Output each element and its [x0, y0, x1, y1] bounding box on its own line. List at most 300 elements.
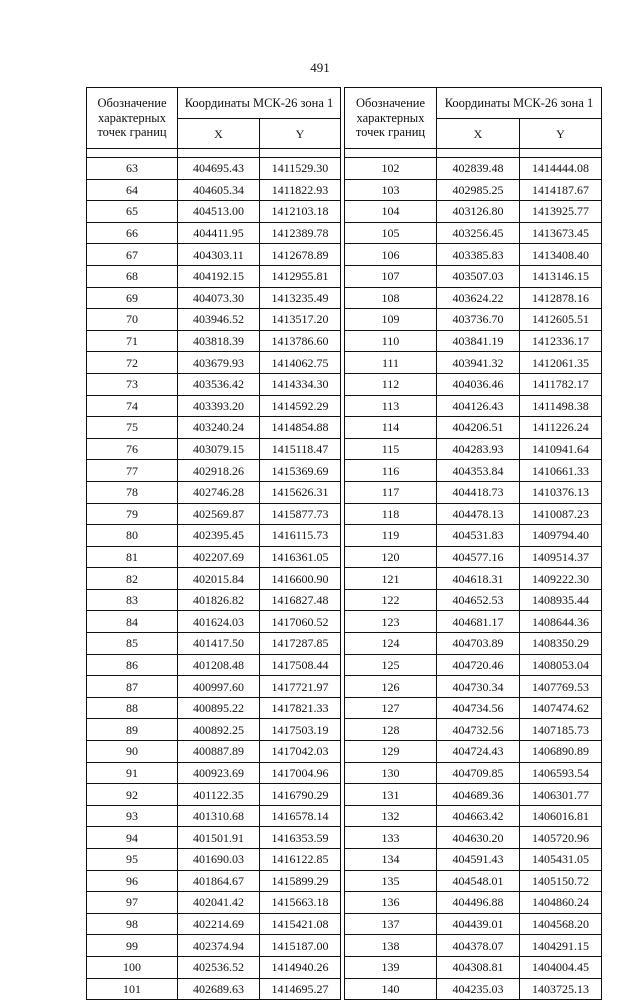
point-number-cell: 102 — [345, 158, 437, 180]
y-coordinate-cell: 1415118.47 — [260, 438, 341, 460]
point-number-cell: 129 — [345, 741, 437, 763]
point-number-cell: 105 — [345, 222, 437, 244]
x-coordinate-cell: 404235.03 — [437, 978, 520, 1000]
y-coordinate-cell: 1415187.00 — [260, 935, 341, 957]
x-coordinate-cell: 402918.26 — [178, 460, 260, 482]
y-coordinate-cell: 1404568.20 — [520, 913, 602, 935]
x-coordinate-cell: 401864.67 — [178, 870, 260, 892]
x-coordinate-cell: 403385.83 — [437, 244, 520, 266]
coordinates-table-left — [86, 87, 341, 1000]
table-row — [87, 784, 341, 806]
point-number-cell: 90 — [87, 741, 178, 763]
table-row — [345, 460, 602, 482]
x-column-header: X — [178, 119, 260, 149]
table-row — [87, 352, 341, 374]
x-coordinate-cell: 402839.48 — [437, 158, 520, 180]
x-coordinate-cell: 404206.51 — [437, 417, 520, 439]
x-coordinate-cell: 401310.68 — [178, 805, 260, 827]
table-row — [345, 935, 602, 957]
point-number-cell: 66 — [87, 222, 178, 244]
x-coordinate-cell: 403679.93 — [178, 352, 260, 374]
y-coordinate-cell: 1414334.30 — [260, 373, 341, 395]
table-row — [345, 287, 602, 309]
y-coordinate-cell: 1414187.67 — [520, 179, 602, 201]
point-number-cell: 91 — [87, 762, 178, 784]
table-row — [87, 179, 341, 201]
table-row — [87, 589, 341, 611]
y-coordinate-cell: 1416115.73 — [260, 525, 341, 547]
table-row — [345, 654, 602, 676]
y-coordinate-cell: 1413517.20 — [260, 309, 341, 331]
point-number-cell: 120 — [345, 546, 437, 568]
point-number-cell: 108 — [345, 287, 437, 309]
table-row — [345, 373, 602, 395]
table-row — [87, 935, 341, 957]
y-coordinate-cell: 1417821.33 — [260, 697, 341, 719]
x-coordinate-cell: 404411.95 — [178, 222, 260, 244]
y-coordinate-cell: 1414062.75 — [260, 352, 341, 374]
table-row — [87, 633, 341, 655]
table-row — [345, 892, 602, 914]
y-coordinate-cell: 1412955.81 — [260, 265, 341, 287]
point-number-cell: 97 — [87, 892, 178, 914]
table-row — [87, 244, 341, 266]
point-number-cell: 95 — [87, 849, 178, 871]
y-coordinate-cell: 1413408.40 — [520, 244, 602, 266]
y-coordinate-cell: 1416578.14 — [260, 805, 341, 827]
x-coordinate-cell: 403256.45 — [437, 222, 520, 244]
x-coordinate-cell: 404126.43 — [437, 395, 520, 417]
y-coordinate-cell: 1412605.51 — [520, 309, 602, 331]
point-number-cell: 92 — [87, 784, 178, 806]
table-row — [87, 870, 341, 892]
table-row — [87, 460, 341, 482]
point-number-cell: 111 — [345, 352, 437, 374]
x-coordinate-cell: 400923.69 — [178, 762, 260, 784]
y-coordinate-cell: 1413925.77 — [520, 201, 602, 223]
table-row — [345, 719, 602, 741]
x-coordinate-cell: 404496.88 — [437, 892, 520, 914]
x-coordinate-cell: 404073.30 — [178, 287, 260, 309]
point-label-header: Обозначение характерных точек границ — [87, 88, 178, 149]
table-row — [87, 892, 341, 914]
point-number-cell: 67 — [87, 244, 178, 266]
x-coordinate-cell: 403624.22 — [437, 287, 520, 309]
y-column-header: Y — [520, 119, 602, 149]
y-coordinate-cell: 1407474.62 — [520, 697, 602, 719]
point-number-cell: 65 — [87, 201, 178, 223]
point-number-cell: 68 — [87, 265, 178, 287]
point-number-cell: 64 — [87, 179, 178, 201]
x-coordinate-cell: 402985.25 — [437, 179, 520, 201]
point-number-cell: 118 — [345, 503, 437, 525]
point-number-cell: 89 — [87, 719, 178, 741]
y-coordinate-cell: 1416122.85 — [260, 849, 341, 871]
point-number-cell: 124 — [345, 633, 437, 655]
point-number-cell: 72 — [87, 352, 178, 374]
y-coordinate-cell: 1415369.69 — [260, 460, 341, 482]
x-coordinate-cell: 402374.94 — [178, 935, 260, 957]
y-coordinate-cell: 1415421.08 — [260, 913, 341, 935]
y-coordinate-cell: 1406890.89 — [520, 741, 602, 763]
point-number-cell: 127 — [345, 697, 437, 719]
y-coordinate-cell: 1412061.35 — [520, 352, 602, 374]
table-row — [87, 373, 341, 395]
point-number-cell: 78 — [87, 481, 178, 503]
x-coordinate-cell: 400892.25 — [178, 719, 260, 741]
y-coordinate-cell: 1406593.54 — [520, 762, 602, 784]
y-coordinate-cell: 1417060.52 — [260, 611, 341, 633]
y-coordinate-cell: 1415877.73 — [260, 503, 341, 525]
x-coordinate-cell: 403946.52 — [178, 309, 260, 331]
x-coordinate-cell: 404652.53 — [437, 589, 520, 611]
point-number-cell: 113 — [345, 395, 437, 417]
table-row — [87, 158, 341, 180]
y-coordinate-cell: 1415626.31 — [260, 481, 341, 503]
point-number-cell: 136 — [345, 892, 437, 914]
y-coordinate-cell: 1415899.29 — [260, 870, 341, 892]
y-coordinate-cell: 1404291.15 — [520, 935, 602, 957]
y-coordinate-cell: 1414854.88 — [260, 417, 341, 439]
x-coordinate-cell: 403818.39 — [178, 330, 260, 352]
x-coordinate-cell: 403736.70 — [437, 309, 520, 331]
point-number-cell: 87 — [87, 676, 178, 698]
table-row — [345, 568, 602, 590]
x-coordinate-cell: 402015.84 — [178, 568, 260, 590]
x-coordinate-cell: 404378.07 — [437, 935, 520, 957]
y-coordinate-cell: 1410941.64 — [520, 438, 602, 460]
point-number-cell: 134 — [345, 849, 437, 871]
point-number-cell: 119 — [345, 525, 437, 547]
point-number-cell: 126 — [345, 676, 437, 698]
point-number-cell: 69 — [87, 287, 178, 309]
x-coordinate-cell: 402041.42 — [178, 892, 260, 914]
table-row — [87, 546, 341, 568]
x-coordinate-cell: 403126.80 — [437, 201, 520, 223]
x-coordinate-cell: 401624.03 — [178, 611, 260, 633]
table-row — [87, 417, 341, 439]
point-number-cell: 103 — [345, 179, 437, 201]
point-number-cell: 116 — [345, 460, 437, 482]
y-coordinate-cell: 1417508.44 — [260, 654, 341, 676]
x-coordinate-cell: 401501.91 — [178, 827, 260, 849]
point-number-cell: 84 — [87, 611, 178, 633]
point-number-cell: 107 — [345, 265, 437, 287]
y-coordinate-cell: 1410661.33 — [520, 460, 602, 482]
table-row — [345, 697, 602, 719]
table-row — [87, 654, 341, 676]
table-row — [87, 827, 341, 849]
table-row — [345, 158, 602, 180]
table-row — [87, 265, 341, 287]
point-number-cell: 135 — [345, 870, 437, 892]
y-coordinate-cell: 1405431.05 — [520, 849, 602, 871]
table-row — [345, 589, 602, 611]
table-row — [87, 201, 341, 223]
x-coordinate-cell: 404308.81 — [437, 956, 520, 978]
table-row — [345, 244, 602, 266]
table-row — [345, 956, 602, 978]
table-row — [345, 805, 602, 827]
table-row — [345, 309, 602, 331]
x-coordinate-cell: 400895.22 — [178, 697, 260, 719]
table-row — [345, 827, 602, 849]
point-number-cell: 128 — [345, 719, 437, 741]
x-coordinate-cell: 404353.84 — [437, 460, 520, 482]
table-row — [87, 503, 341, 525]
x-coordinate-cell: 404709.85 — [437, 762, 520, 784]
y-coordinate-cell: 1417503.19 — [260, 719, 341, 741]
x-coordinate-cell: 404730.34 — [437, 676, 520, 698]
point-number-cell: 139 — [345, 956, 437, 978]
table-row — [87, 978, 341, 1000]
table-row — [345, 849, 602, 871]
x-coordinate-cell: 404591.43 — [437, 849, 520, 871]
y-coordinate-cell: 1411822.93 — [260, 179, 341, 201]
y-coordinate-cell: 1406301.77 — [520, 784, 602, 806]
x-coordinate-cell: 400997.60 — [178, 676, 260, 698]
y-coordinate-cell: 1415663.18 — [260, 892, 341, 914]
page-number: 491 — [310, 60, 330, 75]
table-row — [345, 330, 602, 352]
point-number-cell: 131 — [345, 784, 437, 806]
y-coordinate-cell: 1406016.81 — [520, 805, 602, 827]
table-row — [87, 719, 341, 741]
table-row — [87, 309, 341, 331]
table-row — [87, 741, 341, 763]
x-coordinate-cell: 401208.48 — [178, 654, 260, 676]
point-number-cell: 79 — [87, 503, 178, 525]
y-coordinate-cell: 1416827.48 — [260, 589, 341, 611]
x-coordinate-cell: 403841.19 — [437, 330, 520, 352]
y-coordinate-cell: 1417721.97 — [260, 676, 341, 698]
x-coordinate-cell: 404192.15 — [178, 265, 260, 287]
point-number-cell: 121 — [345, 568, 437, 590]
x-coordinate-cell: 404577.16 — [437, 546, 520, 568]
x-coordinate-cell: 401122.35 — [178, 784, 260, 806]
x-coordinate-cell: 404618.31 — [437, 568, 520, 590]
y-coordinate-cell: 1404860.24 — [520, 892, 602, 914]
table-row — [87, 330, 341, 352]
table-row — [345, 352, 602, 374]
table-row — [345, 762, 602, 784]
point-number-cell: 82 — [87, 568, 178, 590]
point-number-cell: 80 — [87, 525, 178, 547]
table-row — [345, 417, 602, 439]
y-coordinate-cell: 1405150.72 — [520, 870, 602, 892]
table-row — [87, 697, 341, 719]
point-number-cell: 104 — [345, 201, 437, 223]
point-number-cell: 115 — [345, 438, 437, 460]
point-number-cell: 137 — [345, 913, 437, 935]
table-row — [87, 438, 341, 460]
point-number-cell: 101 — [87, 978, 178, 1000]
x-coordinate-cell: 404548.01 — [437, 870, 520, 892]
y-coordinate-cell: 1417042.03 — [260, 741, 341, 763]
y-coordinate-cell: 1411498.38 — [520, 395, 602, 417]
y-coordinate-cell: 1416361.05 — [260, 546, 341, 568]
x-coordinate-cell: 404630.20 — [437, 827, 520, 849]
point-number-cell: 63 — [87, 158, 178, 180]
table-row — [87, 913, 341, 935]
point-number-cell: 122 — [345, 589, 437, 611]
x-coordinate-cell: 402536.52 — [178, 956, 260, 978]
x-coordinate-cell: 404732.56 — [437, 719, 520, 741]
y-coordinate-cell: 1411226.24 — [520, 417, 602, 439]
y-coordinate-cell: 1407769.53 — [520, 676, 602, 698]
point-number-cell: 83 — [87, 589, 178, 611]
point-number-cell: 140 — [345, 978, 437, 1000]
y-coordinate-cell: 1417004.96 — [260, 762, 341, 784]
y-coordinate-cell: 1416790.29 — [260, 784, 341, 806]
y-coordinate-cell: 1417287.85 — [260, 633, 341, 655]
table-row — [345, 978, 602, 1000]
point-number-cell: 109 — [345, 309, 437, 331]
table-row — [345, 503, 602, 525]
x-coordinate-cell: 404724.43 — [437, 741, 520, 763]
x-coordinate-cell: 403393.20 — [178, 395, 260, 417]
table-row — [87, 805, 341, 827]
y-coordinate-cell: 1412103.18 — [260, 201, 341, 223]
x-coordinate-cell: 402395.45 — [178, 525, 260, 547]
x-coordinate-cell: 404513.00 — [178, 201, 260, 223]
y-coordinate-cell: 1410376.13 — [520, 481, 602, 503]
y-coordinate-cell: 1412389.78 — [260, 222, 341, 244]
y-coordinate-cell: 1416353.59 — [260, 827, 341, 849]
point-number-cell: 114 — [345, 417, 437, 439]
x-coordinate-cell: 403507.03 — [437, 265, 520, 287]
point-number-cell: 77 — [87, 460, 178, 482]
x-coordinate-cell: 404663.42 — [437, 805, 520, 827]
x-coordinate-cell: 403941.32 — [437, 352, 520, 374]
x-coordinate-cell: 404283.93 — [437, 438, 520, 460]
point-number-cell: 93 — [87, 805, 178, 827]
y-coordinate-cell: 1408935.44 — [520, 589, 602, 611]
point-number-cell: 130 — [345, 762, 437, 784]
point-number-cell: 132 — [345, 805, 437, 827]
table-row — [345, 525, 602, 547]
y-coordinate-cell: 1411782.17 — [520, 373, 602, 395]
x-coordinate-cell: 402689.63 — [178, 978, 260, 1000]
table-row — [345, 611, 602, 633]
x-coordinate-cell: 404303.11 — [178, 244, 260, 266]
x-coordinate-cell: 403079.15 — [178, 438, 260, 460]
point-number-cell: 125 — [345, 654, 437, 676]
table-row — [345, 546, 602, 568]
x-coordinate-cell: 403536.42 — [178, 373, 260, 395]
y-coordinate-cell: 1408644.36 — [520, 611, 602, 633]
table-row — [87, 611, 341, 633]
coordinates-table-right — [344, 87, 602, 1000]
y-coordinate-cell: 1412336.17 — [520, 330, 602, 352]
point-number-cell: 71 — [87, 330, 178, 352]
point-number-cell: 98 — [87, 913, 178, 935]
table-row — [87, 525, 341, 547]
y-coordinate-cell: 1414592.29 — [260, 395, 341, 417]
point-number-cell: 100 — [87, 956, 178, 978]
point-number-cell: 85 — [87, 633, 178, 655]
point-number-cell: 76 — [87, 438, 178, 460]
x-coordinate-cell: 404720.46 — [437, 654, 520, 676]
y-coordinate-cell: 1412678.89 — [260, 244, 341, 266]
table-row — [87, 956, 341, 978]
y-coordinate-cell: 1409514.37 — [520, 546, 602, 568]
point-number-cell: 106 — [345, 244, 437, 266]
table-row — [345, 741, 602, 763]
y-coordinate-cell: 1414940.26 — [260, 956, 341, 978]
point-number-cell: 133 — [345, 827, 437, 849]
table-row — [87, 849, 341, 871]
x-coordinate-cell: 404439.01 — [437, 913, 520, 935]
table-row — [87, 568, 341, 590]
y-coordinate-cell: 1407185.73 — [520, 719, 602, 741]
y-coordinate-cell: 1404004.45 — [520, 956, 602, 978]
y-coordinate-cell: 1413146.15 — [520, 265, 602, 287]
x-coordinate-cell: 404418.73 — [437, 481, 520, 503]
y-coordinate-cell: 1405720.96 — [520, 827, 602, 849]
table-row — [345, 222, 602, 244]
table-row — [345, 438, 602, 460]
x-coordinate-cell: 404734.56 — [437, 697, 520, 719]
y-coordinate-cell: 1412878.16 — [520, 287, 602, 309]
y-coordinate-cell: 1414695.27 — [260, 978, 341, 1000]
table-row — [87, 287, 341, 309]
x-coordinate-cell: 404681.17 — [437, 611, 520, 633]
table-row — [345, 870, 602, 892]
point-number-cell: 81 — [87, 546, 178, 568]
x-coordinate-cell: 402207.69 — [178, 546, 260, 568]
point-number-cell: 99 — [87, 935, 178, 957]
y-coordinate-cell: 1408350.29 — [520, 633, 602, 655]
table-row — [345, 633, 602, 655]
point-number-cell: 94 — [87, 827, 178, 849]
y-coordinate-cell: 1413673.45 — [520, 222, 602, 244]
point-number-cell: 96 — [87, 870, 178, 892]
point-number-cell: 123 — [345, 611, 437, 633]
x-coordinate-cell: 402746.28 — [178, 481, 260, 503]
y-coordinate-cell: 1411529.30 — [260, 158, 341, 180]
table-row — [345, 265, 602, 287]
point-number-cell: 112 — [345, 373, 437, 395]
point-label-header: Обозначение характерных точек границ — [345, 88, 437, 149]
y-coordinate-cell: 1410087.23 — [520, 503, 602, 525]
point-number-cell: 138 — [345, 935, 437, 957]
x-coordinate-cell: 404695.43 — [178, 158, 260, 180]
point-number-cell: 88 — [87, 697, 178, 719]
y-coordinate-cell: 1414444.08 — [520, 158, 602, 180]
y-coordinate-cell: 1403725.13 — [520, 978, 602, 1000]
x-coordinate-cell: 404703.89 — [437, 633, 520, 655]
table-row — [345, 676, 602, 698]
table-row — [345, 481, 602, 503]
table-row — [345, 784, 602, 806]
x-coordinate-cell: 400887.89 — [178, 741, 260, 763]
point-number-cell: 86 — [87, 654, 178, 676]
point-number-cell: 73 — [87, 373, 178, 395]
x-coordinate-cell: 401826.82 — [178, 589, 260, 611]
coords-group-header: Координаты МСК-26 зона 1 — [437, 88, 602, 119]
point-number-cell: 74 — [87, 395, 178, 417]
table-row — [345, 395, 602, 417]
table-row — [87, 481, 341, 503]
y-coordinate-cell: 1409222.30 — [520, 568, 602, 590]
table-row — [345, 201, 602, 223]
x-coordinate-cell: 404689.36 — [437, 784, 520, 806]
table-row — [87, 222, 341, 244]
point-number-cell: 75 — [87, 417, 178, 439]
x-coordinate-cell: 401690.03 — [178, 849, 260, 871]
table-row — [87, 395, 341, 417]
